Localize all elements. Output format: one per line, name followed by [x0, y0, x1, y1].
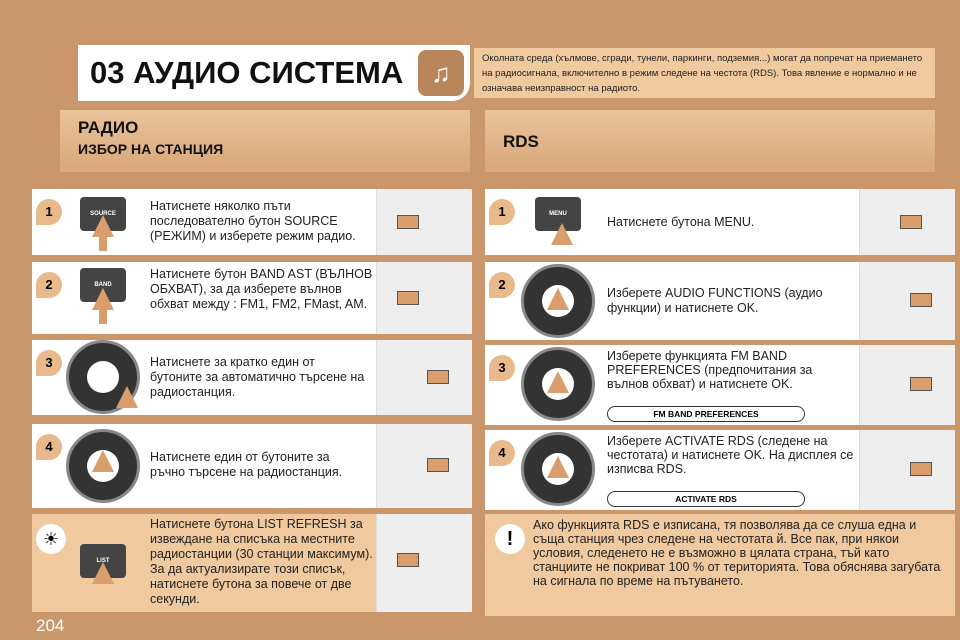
- radio-illustration: [376, 189, 472, 255]
- page-title: 03 АУДИО СИСТЕМА: [90, 55, 404, 90]
- step-text: Изберете функцията FM BAND PREFERENCES (предпочитания за вълнов обхват) и натиснете OK.: [607, 349, 813, 391]
- page-number: 204: [36, 616, 65, 635]
- arrow-up-icon: [551, 223, 573, 245]
- step-number: 4: [36, 434, 62, 460]
- step-text: Изберете AUDIO FUNCTIONS (аудио функции) и натиснете OK.: [607, 286, 823, 315]
- band-button-icon: BAND: [80, 268, 126, 302]
- tip-text: Натиснете бутона LIST REFRESH за извеждане на списъка на местните радиостанции (30 станции максимум). За да актуализирате този списък, натиснете бутона за повече от две секунди.: [150, 517, 373, 606]
- rds-step-3: [485, 345, 955, 425]
- radio-illustration: [376, 262, 472, 334]
- section-radio: [60, 110, 470, 172]
- step-4: [32, 424, 472, 508]
- audio-system-icon: ♫: [418, 50, 464, 96]
- step-text: Натиснете бутон BAND AST (ВЪЛНОВ ОБХВАТ), за да изберете вълнов обхват между : FM1, FM2, FMast, AM.: [150, 267, 373, 311]
- source-button-icon: SOURCE: [80, 197, 126, 231]
- radio-illustration: [859, 345, 955, 425]
- step-number: 2: [36, 272, 62, 298]
- arrow-up-icon: [547, 456, 569, 478]
- arrow-up-icon: [547, 288, 569, 310]
- radio-illustration: [376, 514, 472, 612]
- arrow-up-icon: [92, 562, 114, 584]
- section-rds: RDS: [485, 110, 935, 172]
- list-button-icon: LIST: [80, 544, 126, 578]
- step-number: 1: [36, 199, 62, 225]
- radio-illustration: [859, 262, 955, 340]
- radio-illustration: [859, 430, 955, 510]
- step-1: [32, 189, 472, 255]
- arrow-up-icon: [92, 450, 114, 472]
- display-activate-rds: ACTIVATE RDS: [607, 491, 805, 507]
- step-number: 4: [489, 440, 515, 466]
- step-number: 3: [36, 350, 62, 376]
- step-number: 3: [489, 355, 515, 381]
- arrow-up-icon: [547, 371, 569, 393]
- section-heading: РАДИО: [78, 118, 139, 137]
- info-note: Околната среда (хълмове, сгради, тунели, паркинги, подземия...) могат да попречат на приемането на радиосигнала, включително в режим следене на честота (RDS). Това явление е нормално и не означава неизправност на радиото.: [474, 48, 935, 98]
- menu-button-icon: MENU: [535, 197, 581, 231]
- rds-step-4: [485, 430, 955, 510]
- warning-text: Ако функцията RDS е изписана, тя позволява да се слуша една и съща станция чрез следене на честотата й. Все пак, при някои условия, следенето не е възможно в цялата страна, тъй като станциите не покриват 100 % от територията. Това обяснява загубата на сигнала по време на пътуването.: [533, 518, 941, 588]
- step-text: Натиснете няколко пъти последователно бутон SOURCE (РЕЖИМ) и изберете режим радио.: [150, 199, 356, 243]
- radio-illustration: [376, 340, 472, 415]
- display-fm-band-preferences: FM BAND PREFERENCES: [607, 406, 805, 422]
- arrow-up-icon: [116, 386, 138, 408]
- warning-box: [485, 514, 955, 616]
- step-text: Изберете ACTIVATE RDS (следене на честотата) и натиснете OK. На дисплея се изписва RDS.: [607, 434, 854, 476]
- rds-step-2: [485, 262, 955, 340]
- step-number: 1: [489, 199, 515, 225]
- step-text: Натиснете един от бутоните за ръчно търсене на радиостанция.: [150, 450, 343, 479]
- radio-illustration: [376, 424, 472, 508]
- step-text: Натиснете за кратко един от бутоните за автоматично търсене на радиостанция.: [150, 355, 365, 399]
- arrow-up-icon: [92, 288, 114, 310]
- section-subheading: ИЗБОР НА СТАНЦИЯ: [78, 141, 224, 157]
- step-text: Натиснете бутона MENU.: [607, 215, 755, 229]
- page-title-box: [78, 45, 470, 101]
- tip-lightbulb-icon: ☀: [36, 524, 66, 554]
- step-2: [32, 262, 472, 334]
- step-number: 2: [489, 272, 515, 298]
- step-3: [32, 340, 472, 415]
- arrow-up-icon: [92, 215, 114, 237]
- warning-exclamation-icon: !: [495, 524, 525, 554]
- rds-step-1: [485, 189, 955, 255]
- tip-box: [32, 514, 472, 612]
- radio-illustration: [859, 189, 955, 255]
